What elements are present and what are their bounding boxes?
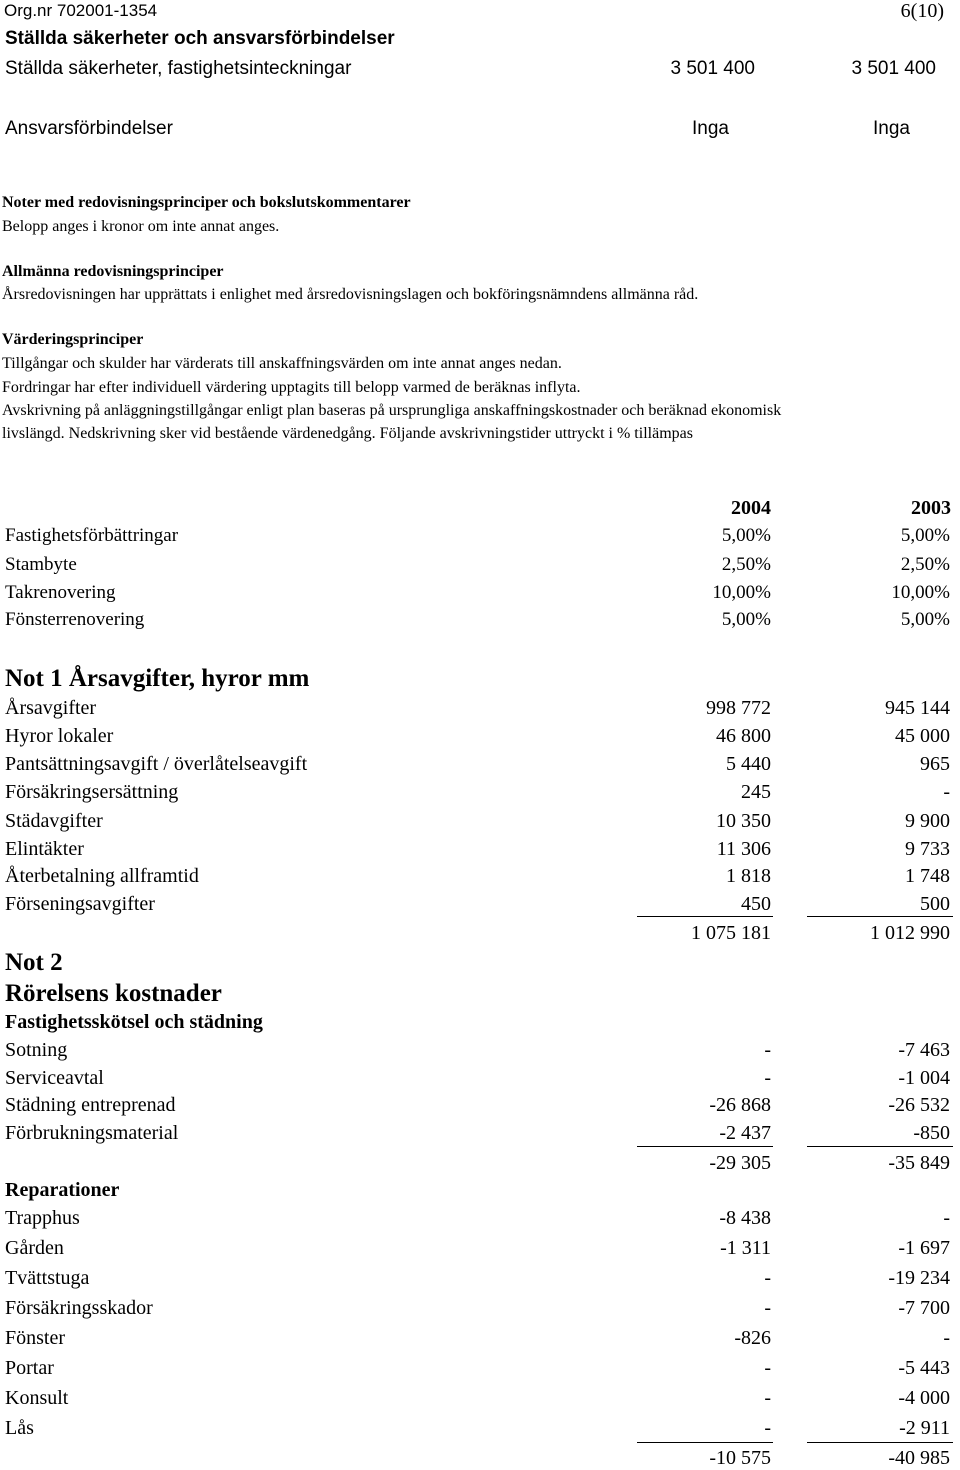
repairs-row-value-current: - — [764, 1297, 771, 1319]
note1-row-label: Elintäkter — [5, 838, 84, 860]
note1-row-value-current: 10 350 — [716, 810, 771, 832]
note2-section-heading: Fastighetsskötsel och städning — [5, 1011, 263, 1033]
note1-sum-rule-current — [637, 916, 773, 917]
depreciation-row-label: Takrenovering — [5, 582, 116, 603]
repairs-row-label: Tvättstuga — [5, 1267, 90, 1289]
repairs-row-value-current: -8 438 — [719, 1207, 771, 1229]
note1-total-current: 1 075 181 — [691, 922, 771, 944]
page-number: 6(10) — [900, 0, 944, 22]
securities-row-value-current: 3 501 400 — [670, 58, 755, 79]
valuation-text-line: Tillgångar och skulder har värderats till anskaffningsvärden om inte annat anges nedan. — [2, 355, 562, 372]
repairs-row-value-previous: -7 700 — [898, 1297, 950, 1319]
repairs-row-value-previous: -4 000 — [898, 1387, 950, 1409]
depreciation-row-value-previous: 5,00% — [900, 525, 950, 546]
note1-row-label: Återbetalning allframtid — [5, 865, 199, 887]
year-header-previous: 2003 — [911, 497, 951, 519]
depreciation-row-label: Fastighetsförbättringar — [5, 525, 179, 546]
repairs-row-value-previous: -1 697 — [898, 1237, 950, 1259]
depreciation-row-value-previous: 5,00% — [900, 609, 950, 630]
note2-row-value-previous: -7 463 — [898, 1039, 950, 1061]
note1-row-label: Städavgifter — [5, 810, 103, 832]
note2-row-value-current: - — [764, 1067, 771, 1089]
note1-row-value-current: 11 306 — [716, 838, 771, 860]
repairs-row-value-previous: -19 234 — [888, 1267, 950, 1289]
repairs-row-value-current: -1 311 — [720, 1237, 771, 1259]
note2-row-value-previous: -1 004 — [898, 1067, 950, 1089]
note1-row-value-current: 998 772 — [706, 697, 771, 719]
note2-row-value-previous: -26 532 — [888, 1094, 950, 1116]
valuation-text-line: livslängd. Nedskrivning sker vid bestående värdenedgång. Följande avskrivningstider uttryckt i % tillämpas — [2, 425, 693, 442]
note1-row-value-current: 450 — [741, 893, 771, 915]
valuation-text-line: Fordringar har efter individuell värdering upptagits till belopp varmed de beräknas inflyta. — [2, 379, 581, 396]
note1-row-value-previous: 1 748 — [905, 865, 950, 887]
note1-row-label: Hyror lokaler — [5, 725, 114, 747]
securities-heading: Ställda säkerheter och ansvarsförbindelser — [5, 28, 395, 49]
note1-row-value-previous: 45 000 — [895, 725, 950, 747]
repairs-row-value-current: - — [764, 1387, 771, 1409]
repairs-row-value-previous: - — [943, 1327, 950, 1349]
section2-total-previous: -40 985 — [888, 1447, 950, 1469]
repairs-row-value-previous: -5 443 — [898, 1357, 950, 1379]
depreciation-row-value-current: 5,00% — [721, 525, 771, 546]
general-principles-text: Årsredovisningen har upprättats i enlighet med årsredovisningslagen och bokföringsnämndens allmänna råd. — [2, 286, 699, 303]
depreciation-row-label: Fönsterrenovering — [5, 609, 145, 630]
note2-row-value-current: - — [764, 1039, 771, 1061]
note1-row-value-previous: 500 — [920, 893, 950, 915]
contingent-liabilities-value-previous: Inga — [873, 118, 910, 139]
note2-heading-number: Not 2 — [5, 949, 63, 976]
depreciation-row-value-previous: 2,50% — [900, 554, 950, 575]
repairs-row-label: Konsult — [5, 1387, 69, 1409]
note1-row-label: Årsavgifter — [5, 697, 97, 719]
note1-row-value-current: 245 — [741, 781, 771, 803]
note2-row-label: Förbrukningsmaterial — [5, 1122, 179, 1144]
valuation-principles-heading: Värderingsprinciper — [2, 331, 144, 348]
repairs-row-label: Försäkringsskador — [5, 1297, 153, 1319]
depreciation-row-value-current: 10,00% — [712, 582, 771, 603]
repairs-row-label: Fönster — [5, 1327, 65, 1349]
securities-row-value-previous: 3 501 400 — [851, 58, 936, 79]
depreciation-row-value-current: 2,50% — [721, 554, 771, 575]
note1-row-value-previous: - — [943, 781, 950, 803]
note2-row-label: Städning entreprenad — [5, 1094, 176, 1116]
note1-row-value-current: 5 440 — [726, 753, 771, 775]
note1-row-value-previous: 9 733 — [905, 838, 950, 860]
note2-row-value-current: -2 437 — [719, 1122, 771, 1144]
repairs-row-value-previous: -2 911 — [899, 1417, 950, 1439]
section1-sum-rule-previous — [807, 1146, 953, 1147]
year-header-current: 2004 — [731, 497, 771, 519]
valuation-text-line: Avskrivning på anläggningstillgångar enligt plan baseras på ursprungliga anskaffningskostnader och beräknad ekonomisk — [2, 402, 782, 419]
notes-currency-text: Belopp anges i kronor om inte annat anges. — [2, 218, 280, 235]
note2-row-label: Sotning — [5, 1039, 68, 1061]
org-number: Org.nr 702001-1354 — [4, 1, 158, 20]
note1-sum-rule-previous — [807, 916, 953, 917]
section1-total-previous: -35 849 — [888, 1152, 950, 1174]
general-principles-heading: Allmänna redovisningsprinciper — [2, 263, 224, 280]
note1-row-label: Pantsättningsavgift / överlåtelseavgift — [5, 753, 308, 775]
note1-row-value-current: 46 800 — [716, 725, 771, 747]
depreciation-row-label: Stambyte — [5, 554, 77, 575]
securities-row-label: Ställda säkerheter, fastighetsinteckningar — [5, 58, 352, 79]
notes-heading: Noter med redovisningsprinciper och bokslutskommentarer — [2, 194, 411, 211]
note1-row-value-previous: 945 144 — [885, 697, 950, 719]
section1-total-current: -29 305 — [709, 1152, 771, 1174]
repairs-row-value-current: - — [764, 1357, 771, 1379]
note1-heading: Not 1 Årsavgifter, hyror mm — [5, 665, 310, 692]
note1-row-value-current: 1 818 — [726, 865, 771, 887]
depreciation-row-value-previous: 10,00% — [891, 582, 950, 603]
section2-sum-rule-current — [637, 1442, 773, 1443]
note2-heading-title: Rörelsens kostnader — [5, 980, 222, 1007]
repairs-heading: Reparationer — [5, 1179, 120, 1201]
note1-row-value-previous: 9 900 — [905, 810, 950, 832]
note1-row-label: Förseningsavgifter — [5, 893, 155, 915]
repairs-row-value-previous: - — [943, 1207, 950, 1229]
note1-row-value-previous: 965 — [920, 753, 950, 775]
note2-row-value-current: -26 868 — [709, 1094, 771, 1116]
depreciation-row-value-current: 5,00% — [721, 609, 771, 630]
repairs-row-label: Lås — [5, 1417, 34, 1439]
repairs-row-label: Portar — [5, 1357, 54, 1379]
note1-row-label: Försäkringsersättning — [5, 781, 179, 803]
note2-row-label: Serviceavtal — [5, 1067, 104, 1089]
repairs-row-label: Gården — [5, 1237, 64, 1259]
repairs-row-label: Trapphus — [5, 1207, 80, 1229]
contingent-liabilities-value-current: Inga — [692, 118, 729, 139]
repairs-row-value-current: - — [764, 1267, 771, 1289]
note1-total-previous: 1 012 990 — [870, 922, 950, 944]
section1-sum-rule-current — [637, 1146, 773, 1147]
repairs-row-value-current: - — [764, 1417, 771, 1439]
section2-total-current: -10 575 — [709, 1447, 771, 1469]
note2-row-value-previous: -850 — [913, 1122, 950, 1144]
repairs-row-value-current: -826 — [734, 1327, 771, 1349]
contingent-liabilities-label: Ansvarsförbindelser — [5, 118, 173, 139]
section2-sum-rule-previous — [807, 1442, 953, 1443]
